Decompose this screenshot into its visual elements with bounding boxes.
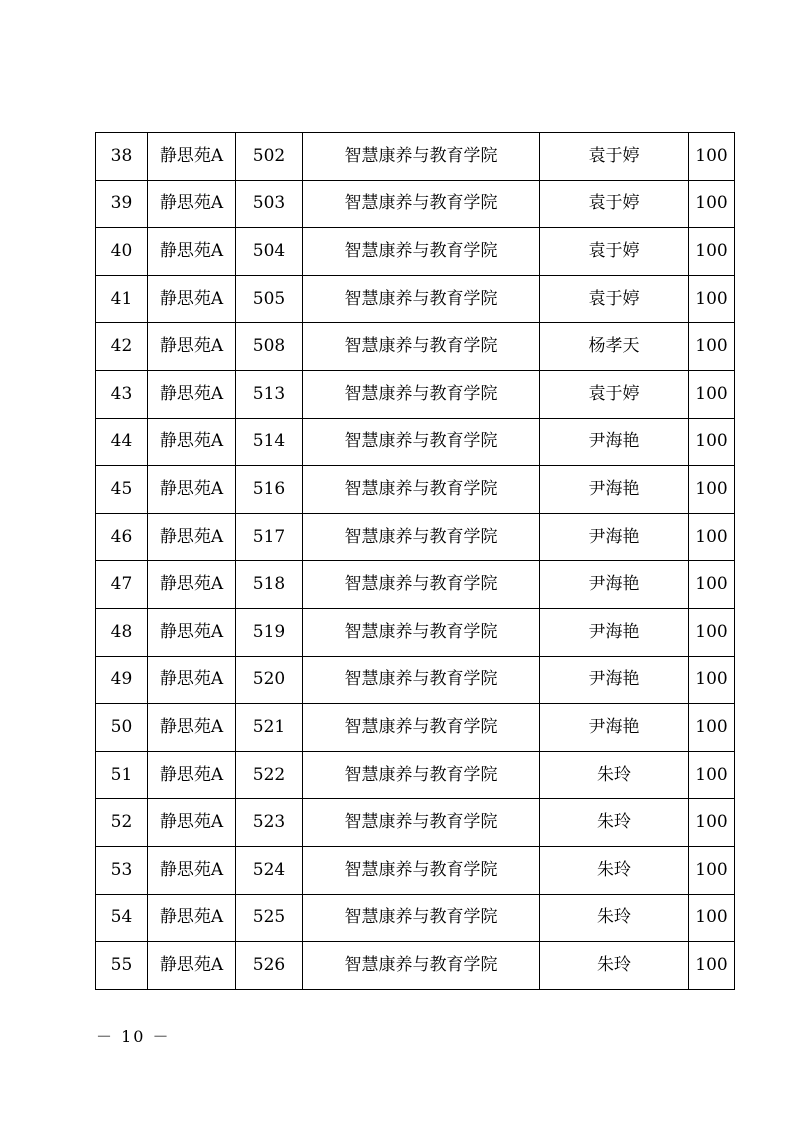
cell-college: 智慧康养与教育学院: [303, 846, 540, 894]
cell-college: 智慧康养与教育学院: [303, 133, 540, 181]
table-row: [96, 656, 735, 704]
table-row: [96, 275, 735, 323]
cell-name: 朱玲: [540, 894, 689, 942]
cell-score: 100: [689, 799, 735, 847]
cell-name: 尹海艳: [540, 656, 689, 704]
cell-room: 524: [236, 846, 303, 894]
table-row: [96, 418, 735, 466]
cell-score: 100: [689, 370, 735, 418]
cell-college: 智慧康养与教育学院: [303, 513, 540, 561]
cell-building: 静思苑A: [148, 799, 236, 847]
cell-college: 智慧康养与教育学院: [303, 561, 540, 609]
cell-score: 100: [689, 513, 735, 561]
cell-score: 100: [689, 323, 735, 371]
cell-building: 静思苑A: [148, 466, 236, 514]
cell-score: 100: [689, 275, 735, 323]
cell-score: 100: [689, 656, 735, 704]
cell-name: 朱玲: [540, 846, 689, 894]
cell-room: 517: [236, 513, 303, 561]
cell-room: 516: [236, 466, 303, 514]
cell-room: 518: [236, 561, 303, 609]
cell-building: 静思苑A: [148, 656, 236, 704]
cell-name: 杨孝天: [540, 323, 689, 371]
cell-college: 智慧康养与教育学院: [303, 704, 540, 752]
table-row: [96, 133, 735, 181]
cell-score: 100: [689, 608, 735, 656]
dormitory-score-table: [95, 132, 735, 990]
cell-seq: 45: [96, 466, 148, 514]
cell-room: 521: [236, 704, 303, 752]
cell-room: 505: [236, 275, 303, 323]
cell-college: 智慧康养与教育学院: [303, 656, 540, 704]
table-row: [96, 466, 735, 514]
cell-name: 袁于婷: [540, 370, 689, 418]
cell-seq: 38: [96, 133, 148, 181]
cell-room: 513: [236, 370, 303, 418]
cell-score: 100: [689, 418, 735, 466]
cell-name: 尹海艳: [540, 704, 689, 752]
cell-building: 静思苑A: [148, 370, 236, 418]
cell-college: 智慧康养与教育学院: [303, 275, 540, 323]
table-row: [96, 894, 735, 942]
cell-seq: 40: [96, 228, 148, 276]
cell-score: 100: [689, 894, 735, 942]
cell-college: 智慧康养与教育学院: [303, 894, 540, 942]
cell-room: 526: [236, 942, 303, 990]
table-row: [96, 370, 735, 418]
cell-seq: 42: [96, 323, 148, 371]
cell-room: 525: [236, 894, 303, 942]
cell-score: 100: [689, 466, 735, 514]
cell-seq: 39: [96, 180, 148, 228]
cell-name: 袁于婷: [540, 133, 689, 181]
cell-room: 504: [236, 228, 303, 276]
cell-building: 静思苑A: [148, 323, 236, 371]
cell-seq: 52: [96, 799, 148, 847]
table-body: [96, 133, 735, 990]
cell-building: 静思苑A: [148, 418, 236, 466]
table-row: [96, 180, 735, 228]
table-row: [96, 561, 735, 609]
cell-college: 智慧康养与教育学院: [303, 466, 540, 514]
cell-score: 100: [689, 704, 735, 752]
cell-seq: 46: [96, 513, 148, 561]
table-row: [96, 942, 735, 990]
cell-college: 智慧康养与教育学院: [303, 180, 540, 228]
cell-seq: 43: [96, 370, 148, 418]
cell-name: 尹海艳: [540, 561, 689, 609]
cell-name: 尹海艳: [540, 466, 689, 514]
table-row: [96, 323, 735, 371]
table-row: [96, 608, 735, 656]
cell-name: 袁于婷: [540, 275, 689, 323]
table-row: [96, 846, 735, 894]
cell-score: 100: [689, 133, 735, 181]
cell-seq: 49: [96, 656, 148, 704]
cell-building: 静思苑A: [148, 894, 236, 942]
table-row: [96, 513, 735, 561]
cell-name: 朱玲: [540, 942, 689, 990]
cell-seq: 48: [96, 608, 148, 656]
cell-name: 朱玲: [540, 751, 689, 799]
cell-college: 智慧康养与教育学院: [303, 751, 540, 799]
cell-college: 智慧康养与教育学院: [303, 942, 540, 990]
cell-room: 519: [236, 608, 303, 656]
cell-college: 智慧康养与教育学院: [303, 323, 540, 371]
cell-college: 智慧康养与教育学院: [303, 228, 540, 276]
cell-seq: 50: [96, 704, 148, 752]
cell-building: 静思苑A: [148, 751, 236, 799]
cell-room: 503: [236, 180, 303, 228]
cell-room: 514: [236, 418, 303, 466]
cell-building: 静思苑A: [148, 942, 236, 990]
cell-name: 尹海艳: [540, 608, 689, 656]
cell-college: 智慧康养与教育学院: [303, 418, 540, 466]
cell-score: 100: [689, 846, 735, 894]
table-row: [96, 799, 735, 847]
cell-seq: 44: [96, 418, 148, 466]
cell-seq: 51: [96, 751, 148, 799]
cell-seq: 54: [96, 894, 148, 942]
cell-building: 静思苑A: [148, 133, 236, 181]
cell-seq: 53: [96, 846, 148, 894]
table-row: [96, 751, 735, 799]
cell-score: 100: [689, 228, 735, 276]
cell-name: 尹海艳: [540, 418, 689, 466]
cell-college: 智慧康养与教育学院: [303, 608, 540, 656]
cell-score: 100: [689, 751, 735, 799]
cell-name: 尹海艳: [540, 513, 689, 561]
cell-name: 袁于婷: [540, 228, 689, 276]
cell-building: 静思苑A: [148, 608, 236, 656]
cell-college: 智慧康养与教育学院: [303, 799, 540, 847]
cell-room: 523: [236, 799, 303, 847]
cell-college: 智慧康养与教育学院: [303, 370, 540, 418]
table-row: [96, 704, 735, 752]
cell-building: 静思苑A: [148, 561, 236, 609]
table-row: [96, 228, 735, 276]
page-number: － 10 －: [96, 1027, 171, 1046]
cell-name: 朱玲: [540, 799, 689, 847]
cell-room: 508: [236, 323, 303, 371]
cell-building: 静思苑A: [148, 704, 236, 752]
cell-room: 522: [236, 751, 303, 799]
cell-room: 520: [236, 656, 303, 704]
cell-seq: 41: [96, 275, 148, 323]
cell-seq: 47: [96, 561, 148, 609]
cell-score: 100: [689, 561, 735, 609]
cell-building: 静思苑A: [148, 846, 236, 894]
cell-building: 静思苑A: [148, 228, 236, 276]
cell-building: 静思苑A: [148, 275, 236, 323]
cell-score: 100: [689, 942, 735, 990]
cell-name: 袁于婷: [540, 180, 689, 228]
cell-building: 静思苑A: [148, 513, 236, 561]
cell-building: 静思苑A: [148, 180, 236, 228]
cell-seq: 55: [96, 942, 148, 990]
cell-room: 502: [236, 133, 303, 181]
cell-score: 100: [689, 180, 735, 228]
